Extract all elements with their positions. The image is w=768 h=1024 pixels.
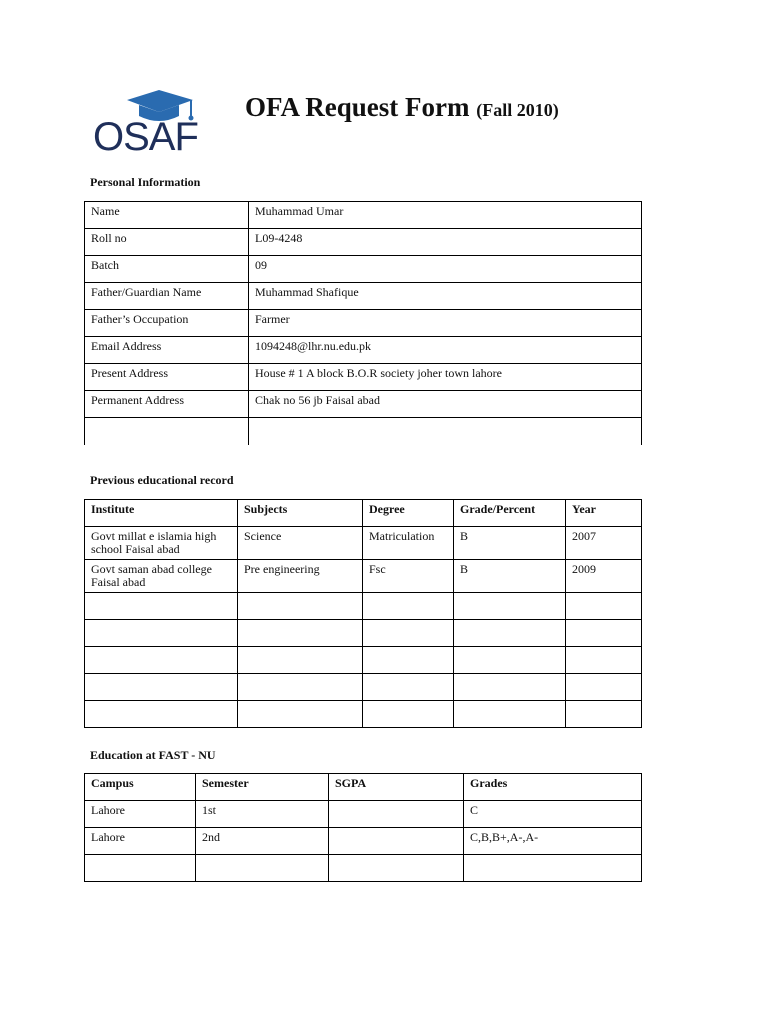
table-row xyxy=(85,202,642,229)
table-cell xyxy=(85,620,238,647)
table-cell xyxy=(238,701,363,728)
table-cell xyxy=(85,855,196,882)
table-cell: Govt millat e islamia high school Faisal abad xyxy=(85,527,238,560)
table-cell xyxy=(363,647,454,674)
table-cell: Lahore xyxy=(85,801,196,828)
table-row xyxy=(85,364,642,391)
field-label: Present Address xyxy=(85,364,249,391)
table-row xyxy=(85,801,642,828)
table-header-row xyxy=(85,500,642,527)
column-header: SGPA xyxy=(329,774,464,801)
table-row xyxy=(85,593,642,620)
table-row xyxy=(85,674,642,701)
table-cell: B xyxy=(454,527,566,560)
field-label: Father’s Occupation xyxy=(85,310,249,337)
personal-info-heading: Personal Information xyxy=(90,175,201,189)
field-label: Father/Guardian Name xyxy=(85,283,249,310)
field-value: House # 1 A block B.O.R society joher town lahore xyxy=(249,364,642,391)
field-value: 1094248@lhr.nu.edu.pk xyxy=(249,337,642,364)
table-cell: 2009 xyxy=(566,560,642,593)
title-text: OFA Request Form xyxy=(245,92,470,122)
field-value xyxy=(249,418,642,445)
field-label: Batch xyxy=(85,256,249,283)
field-value: Muhammad Shafique xyxy=(249,283,642,310)
page-title xyxy=(245,92,559,123)
table-cell xyxy=(85,701,238,728)
table-cell: C,B,B+,A-,A- xyxy=(464,828,642,855)
table-cell xyxy=(566,701,642,728)
table-row xyxy=(85,337,642,364)
table-row xyxy=(85,283,642,310)
table-cell xyxy=(238,620,363,647)
table-cell: Pre engineering xyxy=(238,560,363,593)
table-cell xyxy=(85,593,238,620)
title-term: (Fall 2010) xyxy=(476,100,559,120)
table-cell: 2007 xyxy=(566,527,642,560)
table-row xyxy=(85,229,642,256)
table-cell: Science xyxy=(238,527,363,560)
table-cell xyxy=(85,647,238,674)
table-cell: Matriculation xyxy=(363,527,454,560)
field-label: Name xyxy=(85,202,249,229)
table-cell xyxy=(329,801,464,828)
table-cell xyxy=(566,674,642,701)
table-row xyxy=(85,828,642,855)
table-cell xyxy=(566,620,642,647)
table-cell xyxy=(329,828,464,855)
table-header-row xyxy=(85,774,642,801)
table-row xyxy=(85,620,642,647)
table-cell xyxy=(363,593,454,620)
field-label: Email Address xyxy=(85,337,249,364)
table-cell xyxy=(454,674,566,701)
table-cell: Fsc xyxy=(363,560,454,593)
osaf-logo xyxy=(93,86,201,156)
table-cell xyxy=(85,674,238,701)
table-row xyxy=(85,560,642,593)
table-cell xyxy=(566,593,642,620)
table-row xyxy=(85,647,642,674)
field-value: 09 xyxy=(249,256,642,283)
fast-education-table xyxy=(84,773,642,882)
table-row xyxy=(85,527,642,560)
table-row xyxy=(85,256,642,283)
education-record-heading: Previous educational record xyxy=(90,473,234,487)
field-label: Permanent Address xyxy=(85,391,249,418)
table-cell xyxy=(329,855,464,882)
table-cell xyxy=(363,620,454,647)
table-cell: Govt saman abad college Faisal abad xyxy=(85,560,238,593)
table-cell xyxy=(363,701,454,728)
fast-education-heading: Education at FAST - NU xyxy=(90,748,216,762)
table-cell: B xyxy=(454,560,566,593)
table-cell xyxy=(363,674,454,701)
table-row xyxy=(85,855,642,882)
table-cell xyxy=(454,701,566,728)
logo-text: OSAF xyxy=(93,115,198,156)
table-cell xyxy=(566,647,642,674)
table-cell xyxy=(238,674,363,701)
education-record-table xyxy=(84,499,642,728)
table-cell xyxy=(454,620,566,647)
table-cell: C xyxy=(464,801,642,828)
column-header: Subjects xyxy=(238,500,363,527)
column-header: Grade/Percent xyxy=(454,500,566,527)
table-cell xyxy=(454,593,566,620)
column-header: Degree xyxy=(363,500,454,527)
field-value: L09-4248 xyxy=(249,229,642,256)
table-row xyxy=(85,391,642,418)
field-label: Roll no xyxy=(85,229,249,256)
table-cell xyxy=(196,855,329,882)
column-header: Grades xyxy=(464,774,642,801)
field-value: Chak no 56 jb Faisal abad xyxy=(249,391,642,418)
table-cell xyxy=(238,593,363,620)
table-cell xyxy=(464,855,642,882)
field-label xyxy=(85,418,249,445)
table-cell xyxy=(454,647,566,674)
column-header: Semester xyxy=(196,774,329,801)
column-header: Year xyxy=(566,500,642,527)
column-header: Campus xyxy=(85,774,196,801)
table-row xyxy=(85,418,642,445)
table-row xyxy=(85,701,642,728)
field-value: Muhammad Umar xyxy=(249,202,642,229)
table-cell: 1st xyxy=(196,801,329,828)
personal-info-table xyxy=(84,201,642,445)
table-cell: Lahore xyxy=(85,828,196,855)
column-header: Institute xyxy=(85,500,238,527)
table-cell xyxy=(238,647,363,674)
field-value: Farmer xyxy=(249,310,642,337)
table-cell: 2nd xyxy=(196,828,329,855)
table-row xyxy=(85,310,642,337)
